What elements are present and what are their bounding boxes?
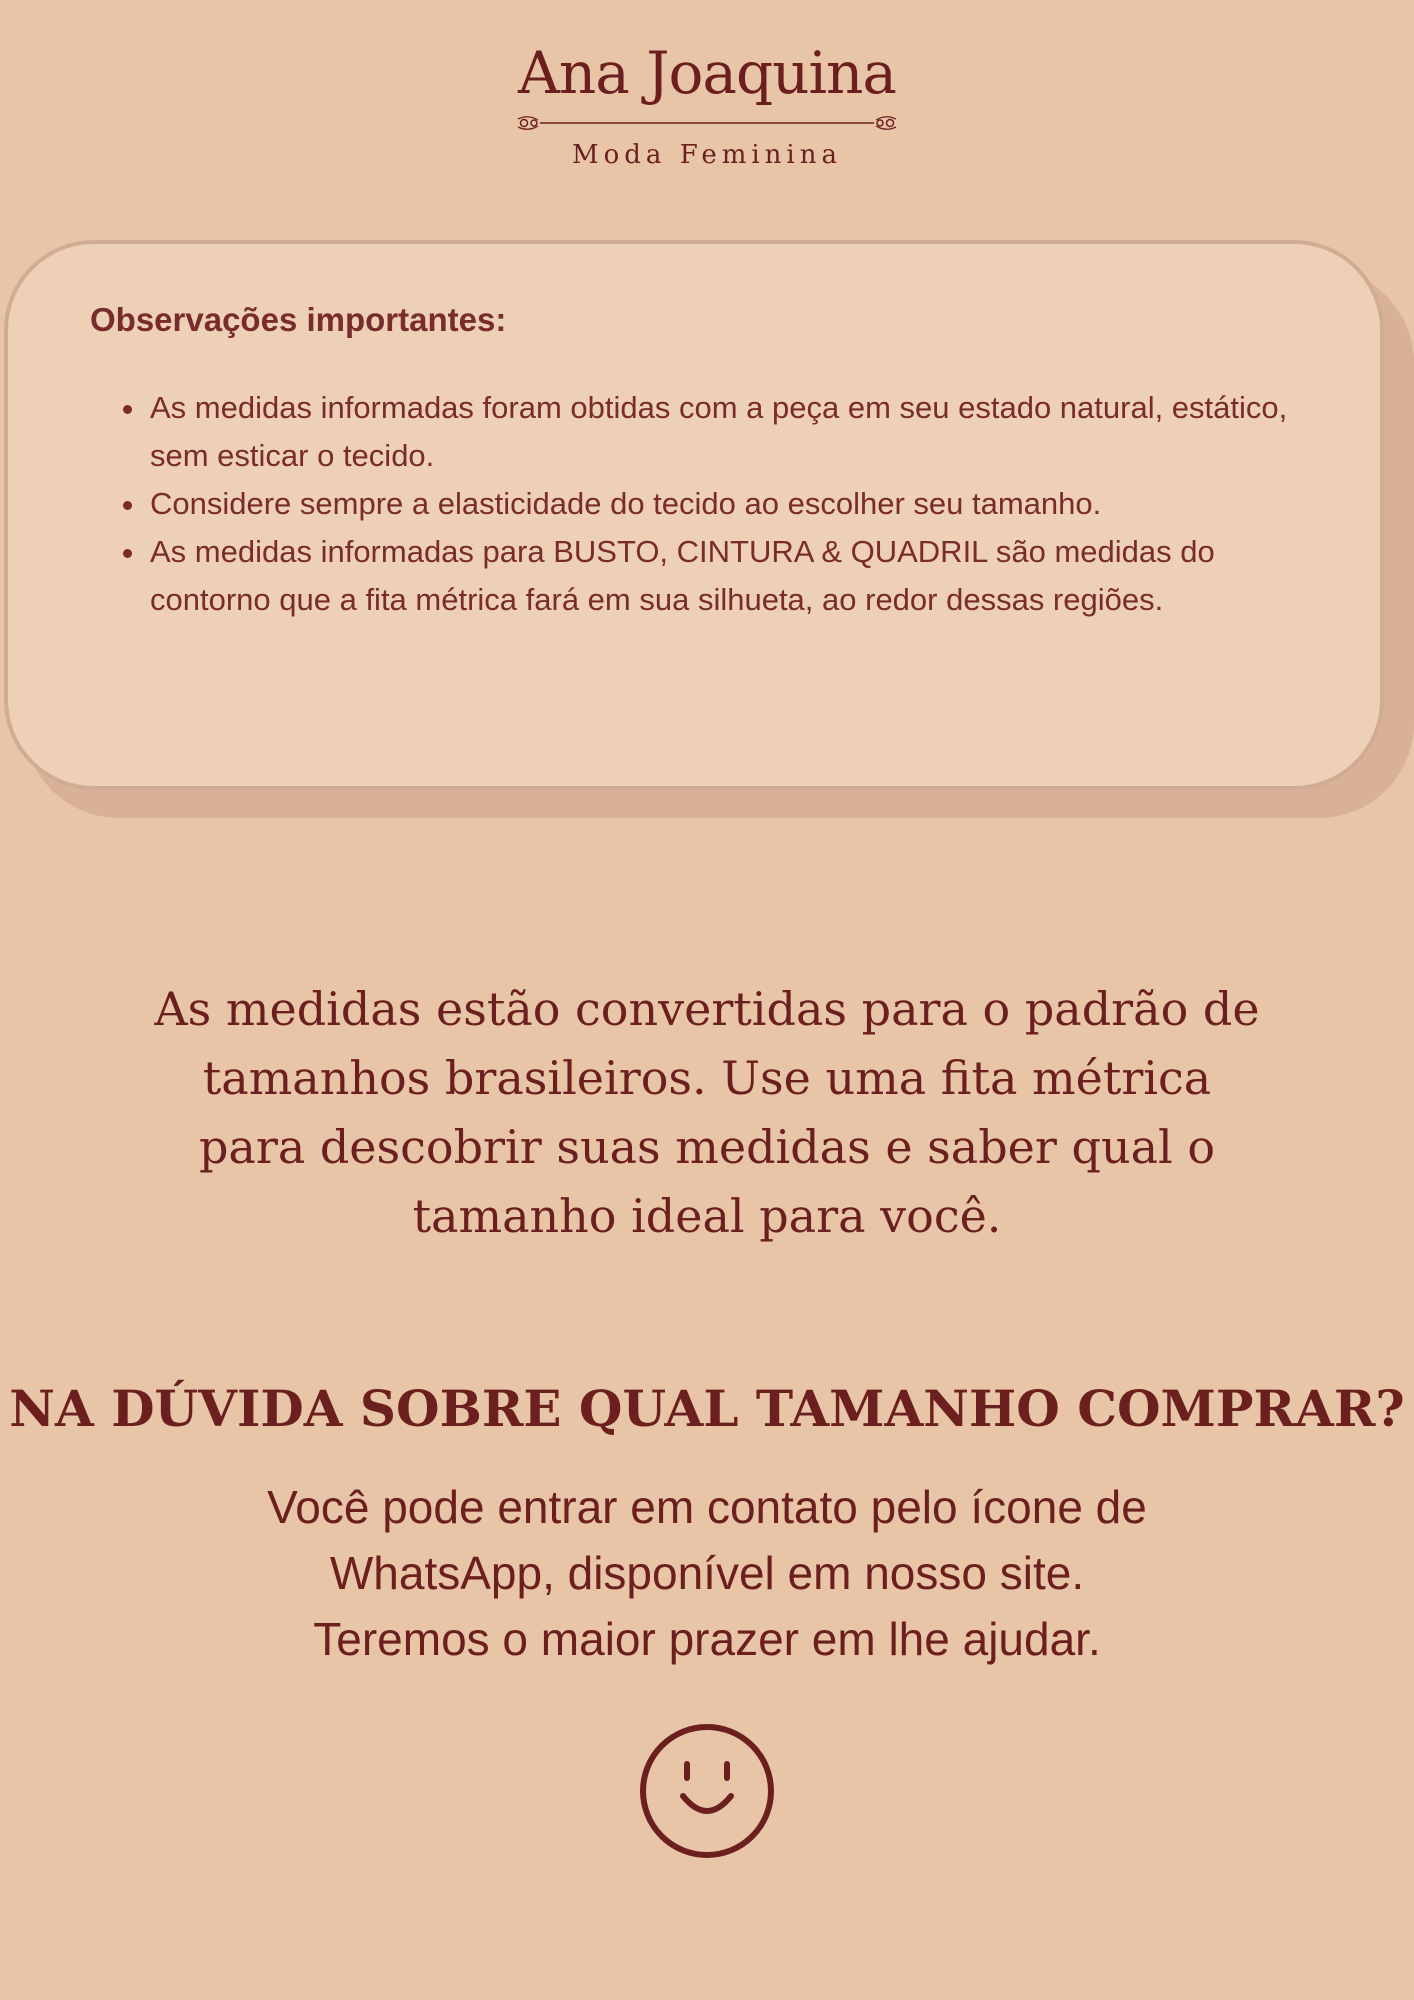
size-conversion-text: As medidas estão convertidas para o padrão de tamanhos brasileiros. Use uma fita métrica para descobrir suas medidas e saber qual o tamanho ideal para você. [154,982,1260,1243]
ornamental-divider-icon [514,112,900,134]
contact-line: WhatsApp, disponível em nosso site. [329,1547,1085,1599]
note-item: • As medidas informadas para BUSTO, CINTURA & QUADRIL são medidas do contorno que a fita métrica fará em sua silhueta, ao redor dessas regiões. [148,528,1290,624]
brand-header [0,34,1414,172]
notes-title: Observações importantes: [90,301,507,338]
notes-card [4,240,1384,790]
brand-tagline: Moda Feminina [572,140,842,170]
notes-list [90,384,1290,624]
note-item: • As medidas informadas foram obtidas com a peça em seu estado natural, estático, sem esticar o tecido. [148,384,1290,480]
contact-line: Teremos o maior prazer em lhe ajudar. [313,1613,1101,1665]
note-item: • Considere sempre a elasticidade do tecido ao escolher seu tamanho. [148,480,1290,528]
brand-name: Ana Joaquina [518,39,896,107]
contact-line: Você pode entrar em contato pelo ícone de [267,1481,1147,1533]
smiley-face-icon [638,1722,776,1860]
contact-info [120,1474,1294,1672]
size-question-heading: NA DÚVIDA SOBRE QUAL TAMANHO COMPRAR? [9,1378,1405,1438]
